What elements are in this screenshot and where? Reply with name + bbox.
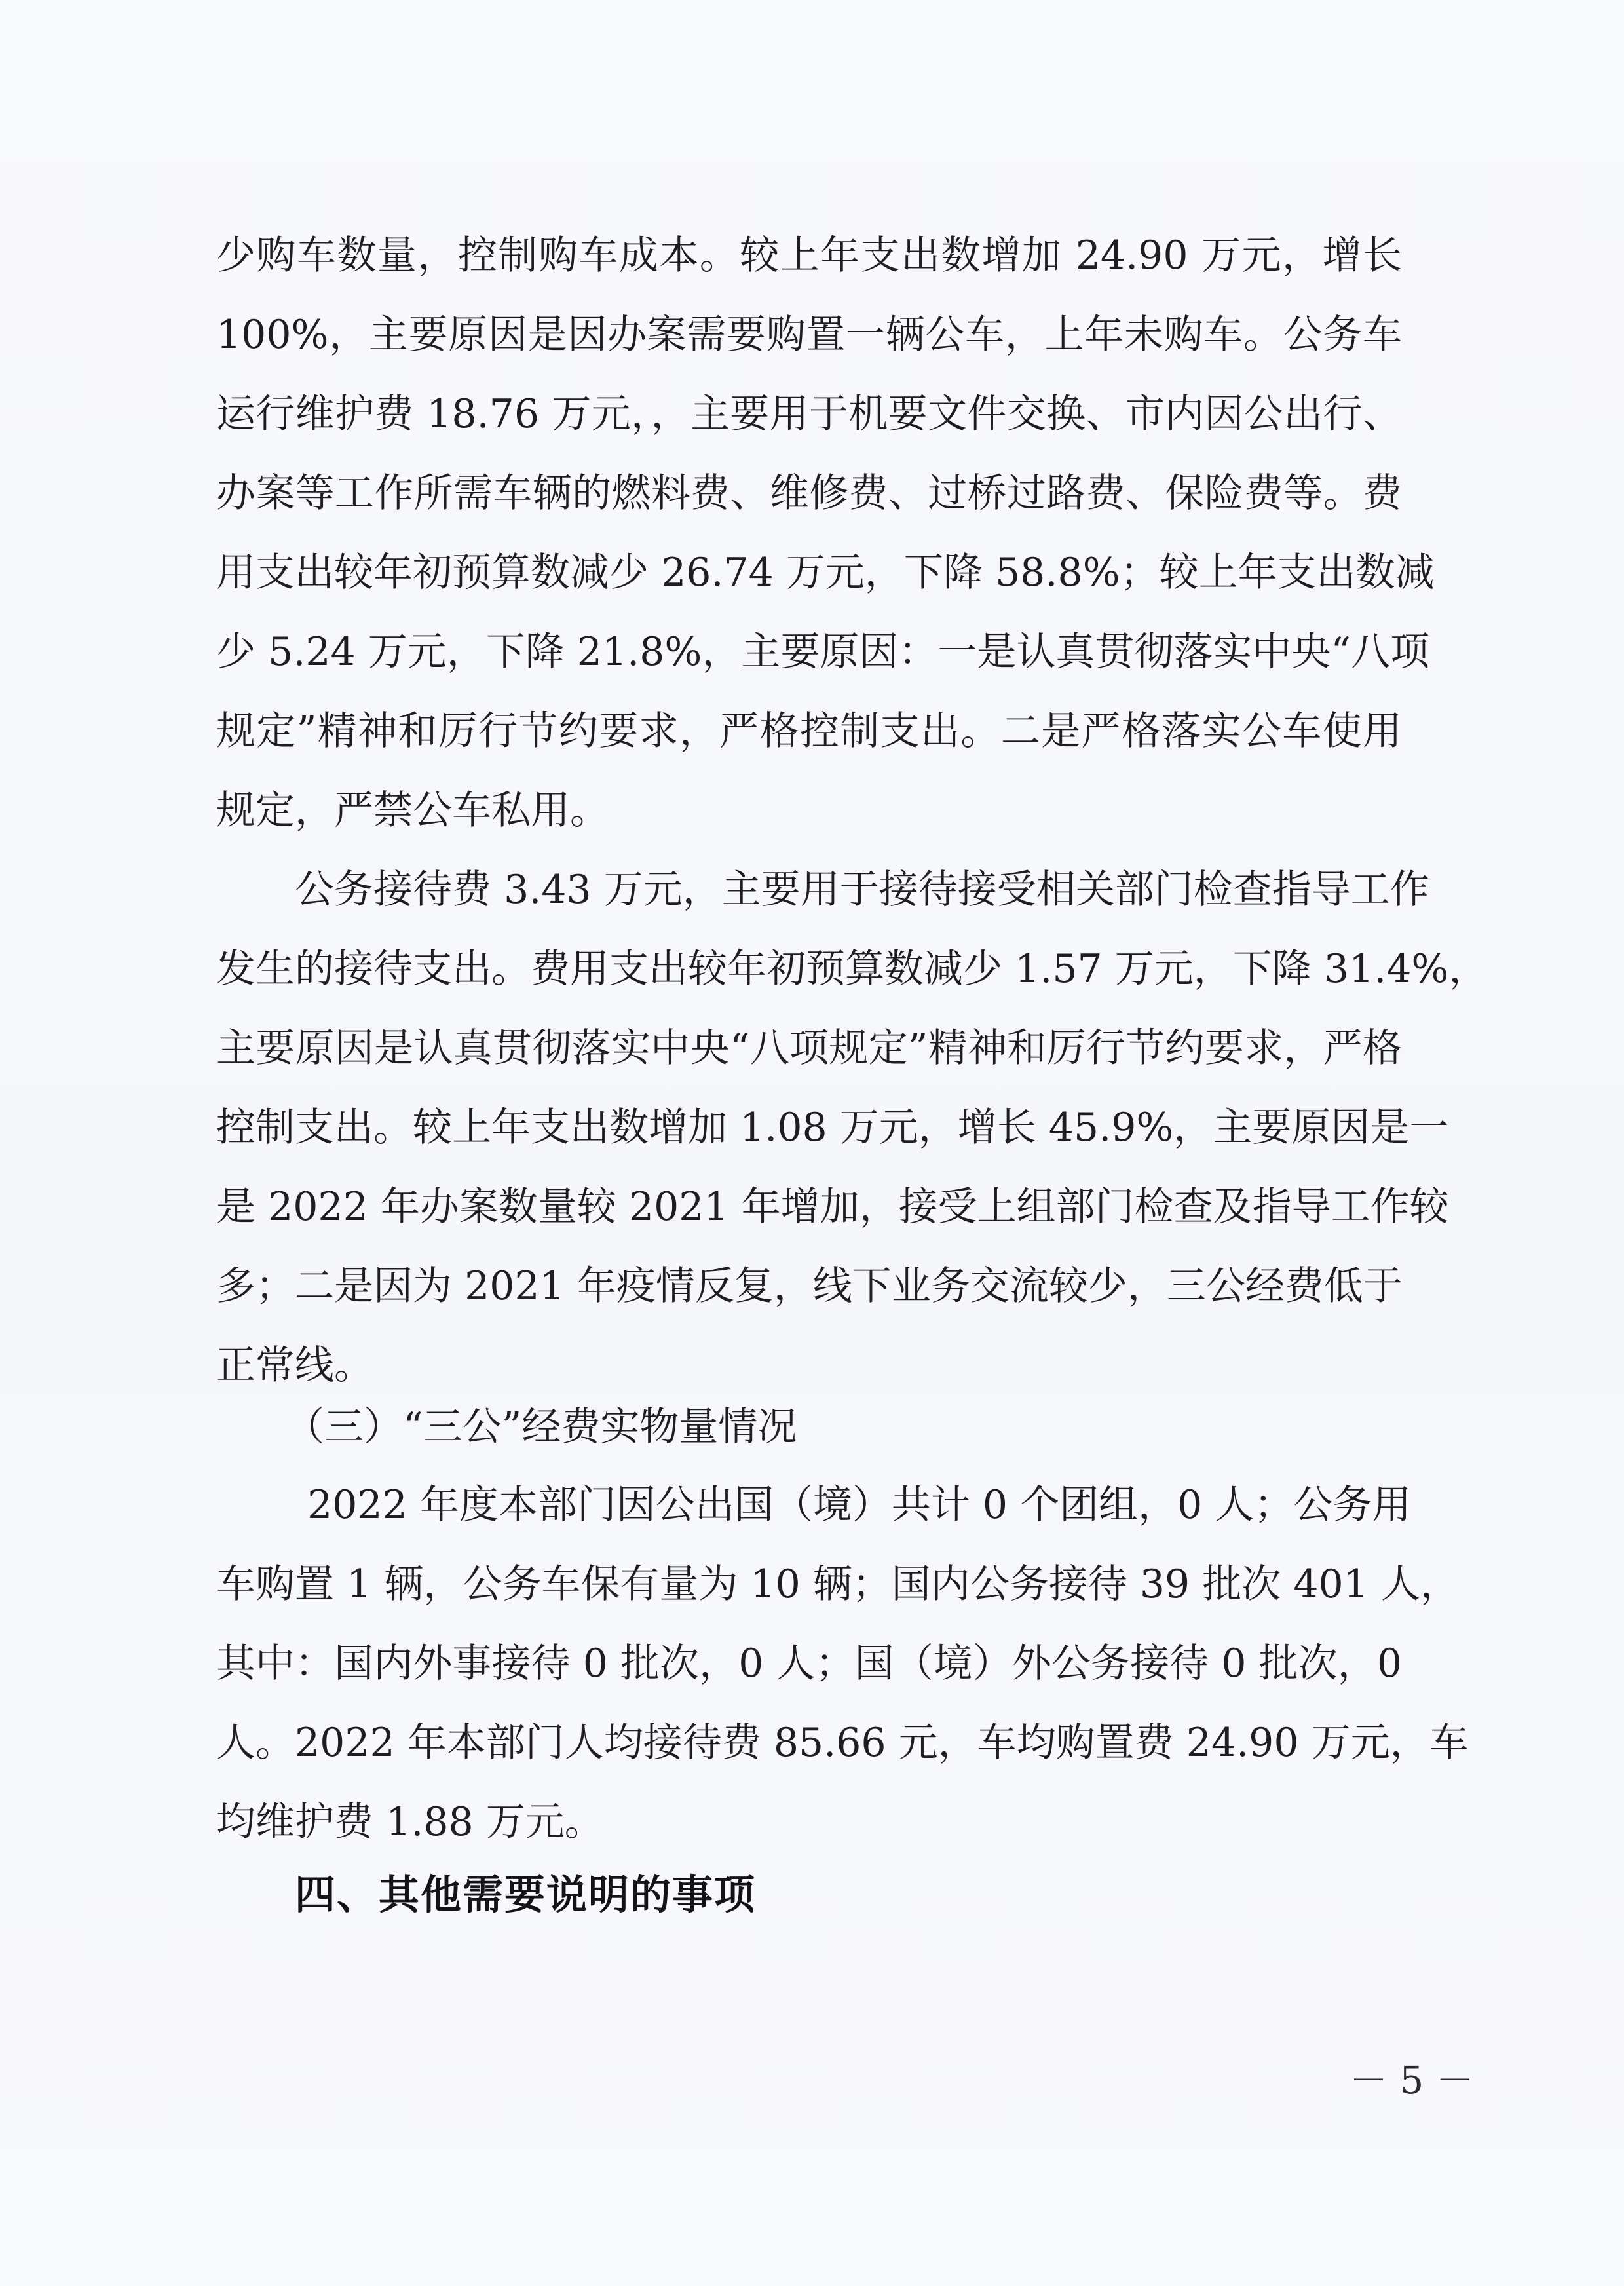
paragraph-physical-quantity xyxy=(216,1466,1469,1783)
text-line: 少 5.24 万元，下降 21.8%，主要原因：一是认真贯彻落实中央“八项 xyxy=(216,629,1430,675)
text-line: 运行维护费 18.76 万元，，主要用于机要文件交换、市内因公出行、 xyxy=(216,391,1402,437)
text-line: 少购车数量，控制购车成本。较上年支出数增加 24.90 万元，增长 xyxy=(216,233,1402,278)
text-line: 主要原因是认真贯彻落实中央“八项规定”精神和厉行节约要求，严格 xyxy=(216,1025,1402,1071)
text-line: 人。2022 年本部门人均接待费 85.66 元，车均购置费 24.90 万元，车 xyxy=(216,1720,1469,1766)
sub-heading-physical-quantity: （三）“三公”经费实物量情况 xyxy=(285,1404,797,1450)
page-number: － 5 － xyxy=(1350,2058,1474,2103)
text-line: 是 2022 年办案数量较 2021 年增加，接受上组部门检查及指导工作较 xyxy=(216,1184,1449,1230)
text-line: 发生的接待支出。费用支出较年初预算数减少 1.57 万元，下降 31.4%， xyxy=(216,946,1488,992)
text-line: 2022 年度本部门因公出国（境）共计 0 个团组，0 人；公务用 xyxy=(216,1482,1412,1528)
text-line: 其中：国内外事接待 0 批次，0 人；国（境）外公务接待 0 批次，0 xyxy=(216,1641,1402,1686)
text-line: 正常线。 xyxy=(216,1343,373,1388)
text-line: 多；二是因为 2021 年疫情反复，线下业务交流较少，三公经费低于 xyxy=(216,1263,1403,1309)
text-line: 控制支出。较上年支出数增加 1.08 万元，增长 45.9%，主要原因是一 xyxy=(216,1105,1449,1151)
text-line: 均维护费 1.88 万元。 xyxy=(216,1799,604,1845)
text-line: 公务接待费 3.43 万元，主要用于接待接受相关部门检查指导工作 xyxy=(216,867,1429,913)
paragraph-vehicle-expenses xyxy=(216,216,1435,771)
section-heading-other-matters: 四、其他需要说明的事项 xyxy=(295,1871,757,1918)
text-line: 规定，严禁公车私用。 xyxy=(216,788,609,833)
paragraph-reception-expenses-end xyxy=(216,1326,1402,1405)
paragraph-physical-quantity-end xyxy=(216,1783,1402,1862)
text-line: 办案等工作所需车辆的燃料费、维修费、过桥过路费、保险费等。费 xyxy=(216,470,1402,516)
text-line: 用支出较年初预算数减少 26.74 万元，下降 58.8%；较上年支出数减 xyxy=(216,550,1435,596)
paragraph-vehicle-expenses-end xyxy=(216,771,1402,850)
text-line: 规定”精神和厉行节约要求，严格控制支出。二是严格落实公车使用 xyxy=(216,708,1402,754)
text-line: 车购置 1 辆，公务车保有量为 10 辆；国内公务接待 39 批次 401 人， xyxy=(216,1561,1460,1607)
text-line: 100%，主要原因是因办案需要购置一辆公车，上年未购车。公务车 xyxy=(216,312,1402,358)
paragraph-reception-expenses xyxy=(216,850,1488,1326)
